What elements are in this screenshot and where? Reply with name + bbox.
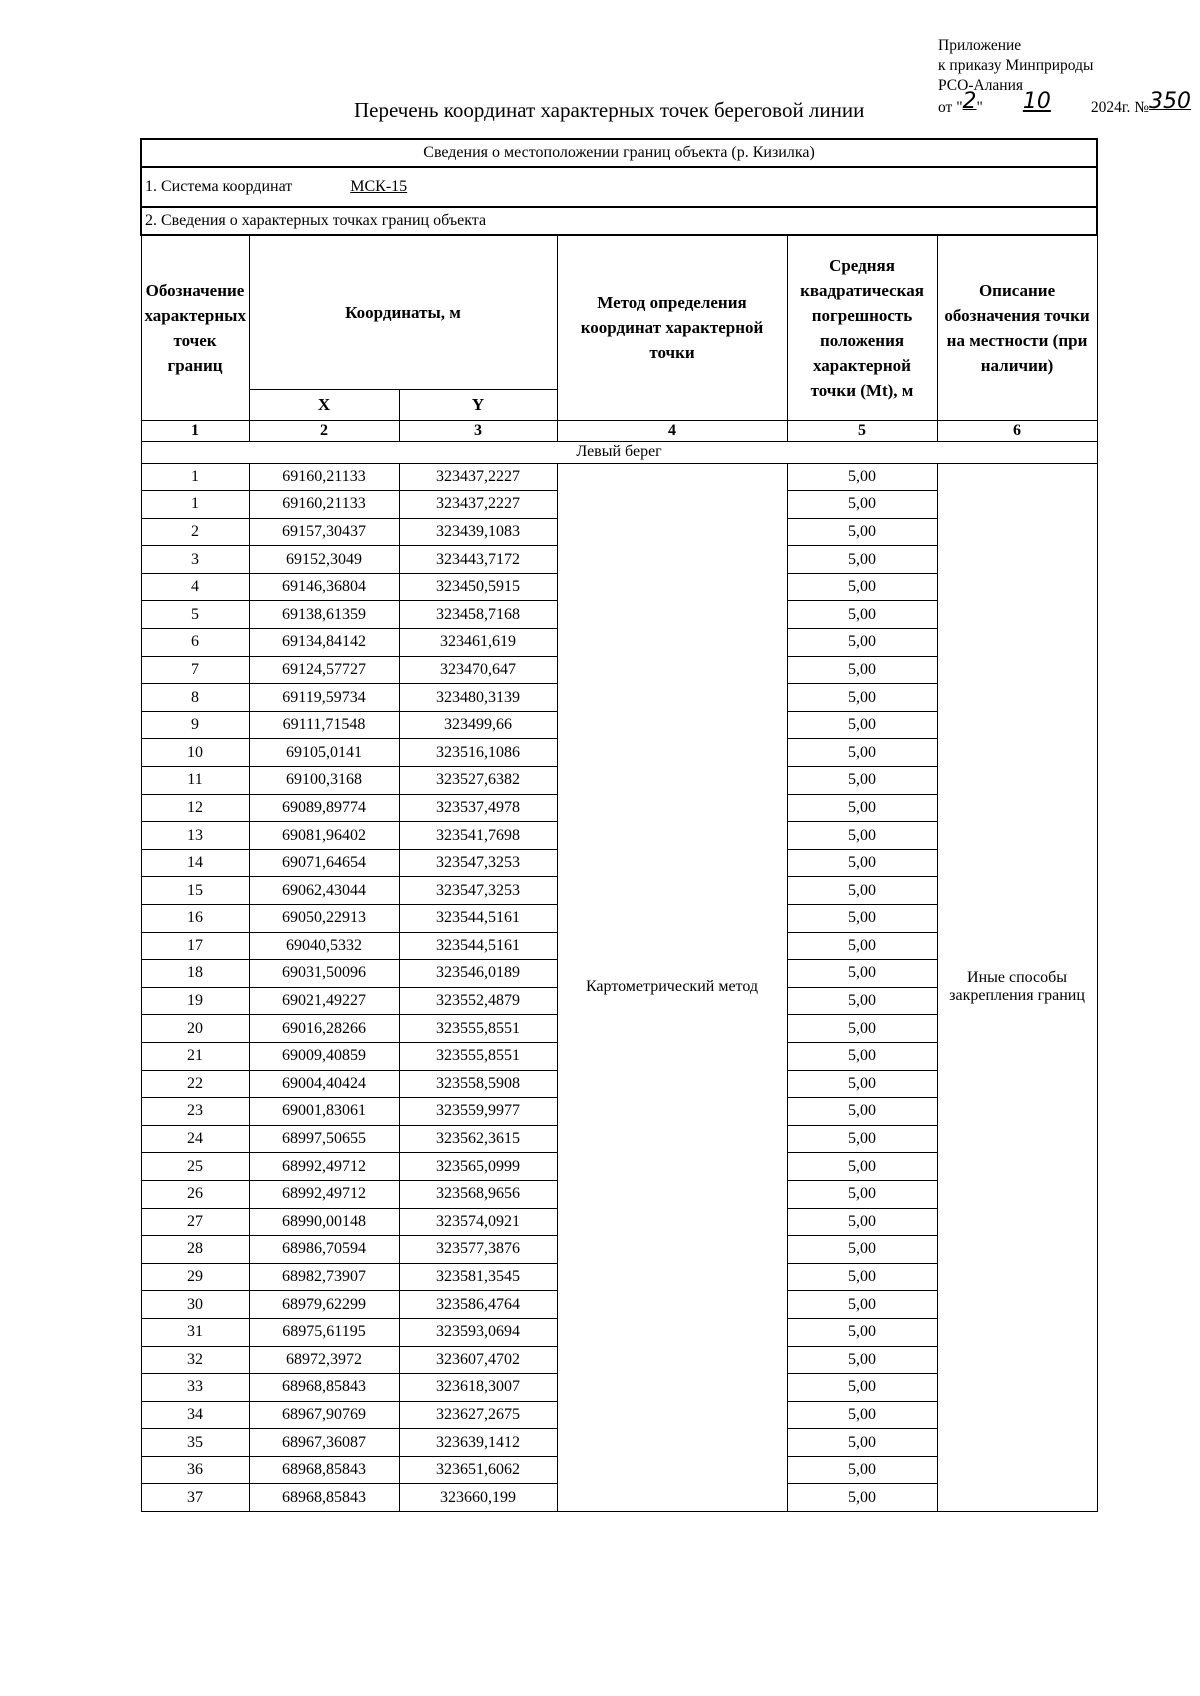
- coordinate-y: 323593,0694: [399, 1318, 557, 1346]
- header-y: Y: [399, 389, 557, 420]
- coordinate-system-label: 1. Система координат: [145, 178, 293, 195]
- coordinate-y: 323651,6062: [399, 1456, 557, 1484]
- error-value: 5,00: [787, 1346, 937, 1374]
- error-value: 5,00: [787, 739, 937, 767]
- coordinate-y: 323581,3545: [399, 1263, 557, 1291]
- coordinate-y: 323516,1086: [399, 739, 557, 767]
- coordinate-x: 68992,49712: [249, 1153, 399, 1181]
- coordinate-x: 68997,50655: [249, 1125, 399, 1153]
- error-value: 5,00: [787, 877, 937, 905]
- coordinate-x: 69071,64654: [249, 849, 399, 877]
- point-number: 22: [141, 1070, 249, 1098]
- coordinate-y: 323547,3253: [399, 877, 557, 905]
- point-number: 6: [141, 629, 249, 657]
- coordinate-x: 69152,3049: [249, 546, 399, 574]
- point-number: 13: [141, 822, 249, 850]
- coordinate-x: 69160,21133: [249, 491, 399, 519]
- point-number: 10: [141, 739, 249, 767]
- error-value: 5,00: [787, 1180, 937, 1208]
- coordinate-x: 69081,96402: [249, 822, 399, 850]
- point-number: 33: [141, 1374, 249, 1402]
- coordinate-y: 323555,8551: [399, 1015, 557, 1043]
- coordinate-y: 323470,647: [399, 656, 557, 684]
- point-number: 17: [141, 932, 249, 960]
- point-number: 12: [141, 794, 249, 822]
- coordinate-y: 323577,3876: [399, 1236, 557, 1264]
- table-caption: Сведения о местоположении границ объекта (р. Кизилка): [141, 139, 1097, 167]
- table-body: [141, 139, 1097, 1512]
- coordinate-x: 68967,36087: [249, 1429, 399, 1457]
- point-number: 28: [141, 1236, 249, 1264]
- coordinate-y: 323527,6382: [399, 767, 557, 795]
- header-point: Обозначение характерных точек границ: [141, 235, 249, 420]
- section-2-title: 2. Сведения о характерных точках границ объекта: [141, 207, 1097, 235]
- col-number-4: 4: [557, 420, 787, 441]
- point-number: 34: [141, 1401, 249, 1429]
- coordinate-x: 69105,0141: [249, 739, 399, 767]
- error-value: 5,00: [787, 1236, 937, 1264]
- error-value: 5,00: [787, 684, 937, 712]
- header-description: Описание обозначения точки на местности (при наличии): [937, 235, 1097, 420]
- coordinates-table: [140, 138, 1098, 1512]
- error-value: 5,00: [787, 1042, 937, 1070]
- header-x: X: [249, 389, 399, 420]
- col-number-5: 5: [787, 420, 937, 441]
- error-value: 5,00: [787, 849, 937, 877]
- coordinate-x: 69062,43044: [249, 877, 399, 905]
- coordinate-y: 323437,2227: [399, 491, 557, 519]
- error-value: 5,00: [787, 463, 937, 491]
- error-value: 5,00: [787, 905, 937, 933]
- error-value: 5,00: [787, 1484, 937, 1512]
- error-value: 5,00: [787, 1208, 937, 1236]
- description-cell: Иные способы закрепления границ: [937, 463, 1097, 1512]
- coordinate-x: 68982,73907: [249, 1263, 399, 1291]
- coordinate-y: 323450,5915: [399, 573, 557, 601]
- coordinate-x: 68986,70594: [249, 1236, 399, 1264]
- annex-month: 10: [1022, 89, 1051, 114]
- coordinate-y: 323607,4702: [399, 1346, 557, 1374]
- coordinate-x: 69089,89774: [249, 794, 399, 822]
- coordinate-y: 323458,7168: [399, 601, 557, 629]
- coordinate-x: 68975,61195: [249, 1318, 399, 1346]
- error-value: 5,00: [787, 656, 937, 684]
- coordinate-x: 69009,40859: [249, 1042, 399, 1070]
- point-number: 1: [141, 491, 249, 519]
- point-number: 36: [141, 1456, 249, 1484]
- point-number: 31: [141, 1318, 249, 1346]
- coordinate-y: 323559,9977: [399, 1098, 557, 1126]
- col-number-1: 1: [141, 420, 249, 441]
- error-value: 5,00: [787, 1374, 937, 1402]
- point-number: 1: [141, 463, 249, 491]
- coordinate-x: 68968,85843: [249, 1374, 399, 1402]
- table-row: [141, 463, 1097, 491]
- coordinate-x: 69021,49227: [249, 987, 399, 1015]
- point-number: 19: [141, 987, 249, 1015]
- annex-date-quote: ": [976, 99, 983, 116]
- col-number-2: 2: [249, 420, 399, 441]
- col-number-3: 3: [399, 420, 557, 441]
- point-number: 16: [141, 905, 249, 933]
- point-number: 37: [141, 1484, 249, 1512]
- error-value: 5,00: [787, 518, 937, 546]
- point-number: 27: [141, 1208, 249, 1236]
- coordinate-y: 323480,3139: [399, 684, 557, 712]
- point-number: 2: [141, 518, 249, 546]
- coordinate-x: 69146,36804: [249, 573, 399, 601]
- coordinate-x: 68972,3972: [249, 1346, 399, 1374]
- coordinate-x: 69031,50096: [249, 960, 399, 988]
- method-cell: Картометрический метод: [557, 463, 787, 1512]
- point-number: 30: [141, 1291, 249, 1319]
- coordinate-y: 323437,2227: [399, 463, 557, 491]
- point-number: 8: [141, 684, 249, 712]
- bank-label: Левый берег: [141, 441, 1097, 463]
- coordinate-x: 69111,71548: [249, 711, 399, 739]
- error-value: 5,00: [787, 711, 937, 739]
- error-value: 5,00: [787, 1125, 937, 1153]
- coordinate-x: 69050,22913: [249, 905, 399, 933]
- coordinate-x: 69004,40424: [249, 1070, 399, 1098]
- coordinate-system-value: МСК-15: [350, 178, 408, 195]
- annex-date-line: [938, 89, 1192, 118]
- coordinate-y: 323537,4978: [399, 794, 557, 822]
- point-number: 35: [141, 1429, 249, 1457]
- coordinate-x: 68968,85843: [249, 1456, 399, 1484]
- coordinate-y: 323586,4764: [399, 1291, 557, 1319]
- coordinate-x: 69100,3168: [249, 767, 399, 795]
- coordinate-y: 323439,1083: [399, 518, 557, 546]
- coordinate-y: 323499,66: [399, 711, 557, 739]
- point-number: 14: [141, 849, 249, 877]
- point-number: 20: [141, 1015, 249, 1043]
- coordinate-x: 68979,62299: [249, 1291, 399, 1319]
- coordinate-y: 323660,199: [399, 1484, 557, 1512]
- coordinate-x: 69157,30437: [249, 518, 399, 546]
- coordinate-y: 323618,3007: [399, 1374, 557, 1402]
- coordinate-x: 69138,61359: [249, 601, 399, 629]
- coordinate-y: 323541,7698: [399, 822, 557, 850]
- coordinate-y: 323574,0921: [399, 1208, 557, 1236]
- error-value: 5,00: [787, 1456, 937, 1484]
- header-coords: Координаты, м: [249, 235, 557, 389]
- annex-day: 2: [962, 89, 977, 114]
- coordinate-x: 68968,85843: [249, 1484, 399, 1512]
- coordinate-x: 69134,84142: [249, 629, 399, 657]
- coordinate-y: 323558,5908: [399, 1070, 557, 1098]
- error-value: 5,00: [787, 1070, 937, 1098]
- col-number-6: 6: [937, 420, 1097, 441]
- annex-line-3: РСО-Алания: [938, 77, 1024, 94]
- point-number: 32: [141, 1346, 249, 1374]
- point-number: 24: [141, 1125, 249, 1153]
- point-number: 15: [141, 877, 249, 905]
- error-value: 5,00: [787, 1153, 937, 1181]
- error-value: 5,00: [787, 1291, 937, 1319]
- coordinate-y: 323552,4879: [399, 987, 557, 1015]
- point-number: 29: [141, 1263, 249, 1291]
- annex-block: [938, 36, 1192, 118]
- coordinate-x: 68990,00148: [249, 1208, 399, 1236]
- error-value: 5,00: [787, 1098, 937, 1126]
- coordinate-x: 69160,21133: [249, 463, 399, 491]
- point-number: 5: [141, 601, 249, 629]
- point-number: 18: [141, 960, 249, 988]
- point-number: 3: [141, 546, 249, 574]
- error-value: 5,00: [787, 1429, 937, 1457]
- annex-year: 2024г. №: [1090, 99, 1150, 116]
- header-method: Метод определения координат характерной точки: [557, 235, 787, 420]
- point-number: 4: [141, 573, 249, 601]
- point-number: 21: [141, 1042, 249, 1070]
- coordinate-y: 323562,3615: [399, 1125, 557, 1153]
- error-value: 5,00: [787, 794, 937, 822]
- coordinate-y: 323443,7172: [399, 546, 557, 574]
- error-value: 5,00: [787, 960, 937, 988]
- annex-number: 350: [1149, 89, 1192, 114]
- coordinate-x: 69040,5332: [249, 932, 399, 960]
- error-value: 5,00: [787, 601, 937, 629]
- error-value: 5,00: [787, 573, 937, 601]
- coordinate-x: 69001,83061: [249, 1098, 399, 1126]
- error-value: 5,00: [787, 822, 937, 850]
- annex-line-1: Приложение: [938, 37, 1022, 54]
- coordinate-y: 323639,1412: [399, 1429, 557, 1457]
- coordinate-x: 69124,57727: [249, 656, 399, 684]
- point-number: 23: [141, 1098, 249, 1126]
- error-value: 5,00: [787, 1401, 937, 1429]
- coordinate-system-row: [141, 167, 1097, 207]
- error-value: 5,00: [787, 546, 937, 574]
- coordinate-y: 323555,8551: [399, 1042, 557, 1070]
- point-number: 7: [141, 656, 249, 684]
- error-value: 5,00: [787, 1263, 937, 1291]
- annex-line-2: к приказу Минприроды: [938, 57, 1094, 74]
- coordinate-y: 323544,5161: [399, 905, 557, 933]
- coordinate-y: 323547,3253: [399, 849, 557, 877]
- point-number: 11: [141, 767, 249, 795]
- document-title: Перечень координат характерных точек береговой линии: [354, 98, 865, 122]
- point-number: 9: [141, 711, 249, 739]
- error-value: 5,00: [787, 987, 937, 1015]
- error-value: 5,00: [787, 629, 937, 657]
- coordinate-y: 323627,2675: [399, 1401, 557, 1429]
- coordinate-x: 68992,49712: [249, 1180, 399, 1208]
- coordinate-x: 69016,28266: [249, 1015, 399, 1043]
- error-value: 5,00: [787, 1318, 937, 1346]
- coordinate-y: 323565,0999: [399, 1153, 557, 1181]
- coordinate-y: 323461,619: [399, 629, 557, 657]
- point-number: 26: [141, 1180, 249, 1208]
- error-value: 5,00: [787, 491, 937, 519]
- error-value: 5,00: [787, 932, 937, 960]
- error-value: 5,00: [787, 1015, 937, 1043]
- error-value: 5,00: [787, 767, 937, 795]
- annex-date-prefix: от ": [938, 99, 963, 116]
- coordinate-x: 69119,59734: [249, 684, 399, 712]
- coordinate-y: 323544,5161: [399, 932, 557, 960]
- coordinate-x: 68967,90769: [249, 1401, 399, 1429]
- coordinate-y: 323568,9656: [399, 1180, 557, 1208]
- point-number: 25: [141, 1153, 249, 1181]
- coordinate-y: 323546,0189: [399, 960, 557, 988]
- header-error: Средняя квадратическая погрешность положения характерной точки (Mt), м: [787, 235, 937, 420]
